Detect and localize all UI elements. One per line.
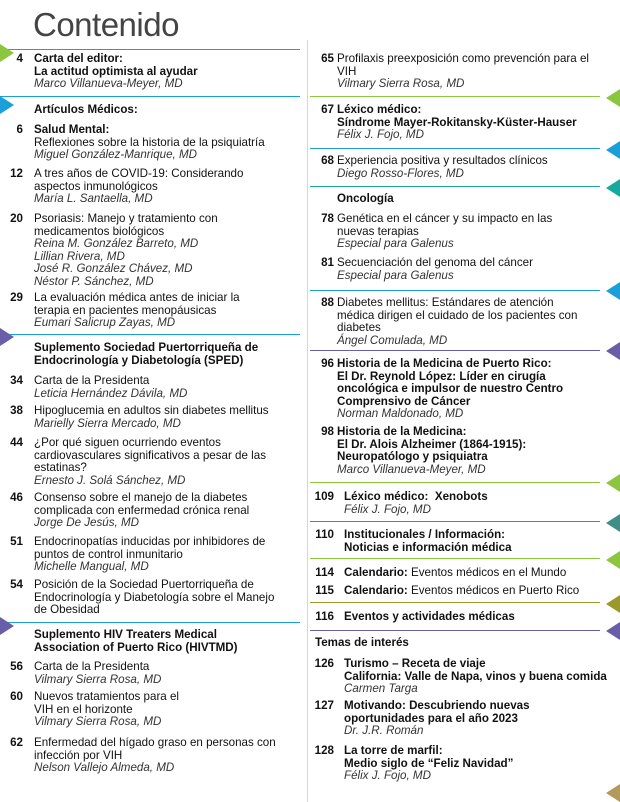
page-number: 116 xyxy=(315,610,334,623)
entry-title-bold: Historia de la Medicina de Puerto Rico: xyxy=(337,357,552,370)
entry-title: Psoriasis: Manejo y tratamiento con medicamentos biológicos xyxy=(34,212,218,238)
page-number: 51 xyxy=(10,535,23,548)
page-number: 20 xyxy=(10,212,23,225)
entry-title: Secuenciación del genoma del cáncer xyxy=(337,256,533,269)
page-number: 127 xyxy=(314,699,334,712)
section-heading: Temas de interés xyxy=(315,636,409,649)
green-marker xyxy=(606,474,620,492)
page-number: 29 xyxy=(10,291,23,304)
page-number: 54 xyxy=(10,578,23,591)
entry-title: A tres años de COVID-19: Considerando aspectos inmunológicos xyxy=(34,167,244,193)
entry-title-bold: Léxico médico: xyxy=(337,103,422,116)
entry-author: Norman Maldonado, MD xyxy=(337,407,464,421)
entry-author: María L. Santaella, MD xyxy=(34,192,153,206)
page-number: 60 xyxy=(10,690,23,703)
entry-author: Especial para Galenus xyxy=(337,237,454,251)
purple-marker xyxy=(606,622,620,640)
entry-author: Félix J. Fojo, MD xyxy=(344,502,431,516)
entry-author: Carmen Targa xyxy=(344,682,418,696)
divider xyxy=(310,350,600,351)
page-number: 68 xyxy=(321,154,334,167)
entry-title-bold: Turismo – Receta de viaje xyxy=(344,657,486,670)
entry-title-bold: Salud Mental: xyxy=(34,123,110,136)
entry-author: José R. González Chávez, MD xyxy=(34,262,193,276)
page-number: 96 xyxy=(321,357,334,370)
page-number: 128 xyxy=(314,744,334,757)
entry-title: El Dr. Reynold López: Líder en cirugía oncológica e impulsor de nuestro Centro Comprensivo de Cáncer xyxy=(337,369,564,408)
entry-author: Marco Villanueva-Meyer, MD xyxy=(34,77,183,91)
page-title: Contenido xyxy=(33,6,179,43)
entry-title: Consenso sobre el manejo de la diabetes complicada con enfermedad crónica renal xyxy=(34,491,250,517)
page-number: 44 xyxy=(10,436,23,449)
entry-title: La actitud optimista al ayudar xyxy=(34,64,198,78)
page-number: 12 xyxy=(10,167,23,180)
divider xyxy=(0,96,300,97)
page-number: 67 xyxy=(321,103,334,116)
entry-title-bold: Institucionales / Información: xyxy=(344,528,506,541)
entry-author: Especial para Galenus xyxy=(337,268,454,282)
entry-author: Dr. J.R. Román xyxy=(344,724,424,738)
divider xyxy=(310,96,600,97)
entry-author: Ángel Comulada, MD xyxy=(337,333,448,347)
entry-author: Ernesto J. Solá Sánchez, MD xyxy=(34,473,186,487)
page-number: 78 xyxy=(321,212,334,225)
page-number: 81 xyxy=(321,256,334,269)
entry-title: Experiencia positiva y resultados clínicos xyxy=(337,154,548,167)
entry-title-bold: Carta del editor: xyxy=(34,52,123,65)
entry-author: Eumari Salicrup Zayas, MD xyxy=(34,316,176,330)
page-number: 114 xyxy=(315,566,334,579)
entry-author: Marco Villanueva-Meyer, MD xyxy=(337,462,486,476)
divider xyxy=(310,186,600,187)
entry-title-bold: Léxico médico: xyxy=(344,490,429,503)
blue-marker xyxy=(606,282,620,300)
page-number: 6 xyxy=(16,123,23,136)
khaki-marker xyxy=(606,784,620,802)
entry-title-bold: Historia de la Medicina: xyxy=(337,425,467,438)
entry-author: Marielly Sierra Mercado, MD xyxy=(34,416,181,430)
page-number: 98 xyxy=(321,425,334,438)
divider xyxy=(310,602,600,603)
divider xyxy=(0,49,300,50)
page-number: 38 xyxy=(10,404,23,417)
entry-title-bold: Motivando: xyxy=(344,699,406,712)
entry-author: Nelson Vallejo Almeda, MD xyxy=(34,761,175,775)
entry-title: Posición de la Sociedad Puertorriqueña de Endocrinología y Diabetología sobre el Manejo de Obesidad xyxy=(34,578,275,617)
entry-author: Félix J. Fojo, MD xyxy=(337,128,424,142)
divider xyxy=(310,290,600,291)
entry-title: Genética en el cáncer y su impacto en las nuevas terapias xyxy=(337,212,553,238)
entry-title: Descubriendo nuevas oportunidades para el año 2023 xyxy=(344,699,530,725)
divider xyxy=(0,622,300,623)
entry-title-bold: Calendario: xyxy=(344,566,408,579)
entry-title: Reflexiones sobre la historia de la psiquiatría xyxy=(34,135,265,149)
entry-title: Enfermedad del hígado graso en personas con infección por VIH xyxy=(34,736,276,762)
entry-author: Miguel González-Manrique, MD xyxy=(34,148,198,162)
page-number: 56 xyxy=(10,660,23,673)
entry-title: El Dr. Alois Alzheimer (1864-1915): Neuropatólogo y psiquiatra xyxy=(337,437,527,464)
purple-marker xyxy=(606,342,620,360)
entry-author: Néstor P. Sánchez, MD xyxy=(34,274,154,288)
page-number: 115 xyxy=(315,584,334,597)
entry-title-bold: Eventos y actividades médicas xyxy=(344,610,515,623)
entry-title: Nuevos tratamientos para el VIH en el horizonte xyxy=(34,690,179,716)
page-number: 62 xyxy=(10,736,23,749)
entry-title: Carta de la Presidenta xyxy=(34,660,150,673)
entry-title: Síndrome Mayer-Rokitansky-Küster-Hauser xyxy=(337,115,577,129)
entry-title: ¿Por qué siguen ocurriendo eventos cardiovasculares significativos a pesar de las estatinas? xyxy=(34,436,266,475)
page-number: 109 xyxy=(314,490,334,503)
page-number: 65 xyxy=(321,52,334,65)
section-heading: Suplemento Sociedad Puertorriqueña de Endocrinología y Diabetología (SPED) xyxy=(34,341,259,367)
entry-title: Endocrinopatías inducidas por inhibidores de puntos de control inmunitario xyxy=(34,535,266,561)
divider xyxy=(0,334,300,335)
page-number: 88 xyxy=(321,296,334,309)
purple-marker xyxy=(0,617,14,635)
page-number: 4 xyxy=(16,52,23,65)
entry-author: Reina M. González Barreto, MD xyxy=(34,237,199,251)
divider xyxy=(310,482,600,483)
page-number: 34 xyxy=(10,374,23,387)
entry-title: Carta de la Presidenta xyxy=(34,374,150,387)
page-number: 110 xyxy=(315,528,334,541)
entry-title: Hipoglucemia en adultos sin diabetes mellitus xyxy=(34,404,269,417)
entry-author: Leticia Hernández Dávila, MD xyxy=(34,386,188,400)
entry-author: Jorge De Jesús, MD xyxy=(34,516,140,530)
page-number: 126 xyxy=(314,657,334,670)
entry-title: Xenobots xyxy=(434,490,488,503)
entry-title: California: Valle de Napa, vinos y buena comida xyxy=(344,669,607,683)
entry-title: Profilaxis preexposición como prevención para el VIH xyxy=(337,52,589,78)
entry-author: Vilmary Sierra Rosa, MD xyxy=(337,77,465,91)
divider xyxy=(310,558,600,559)
column-divider xyxy=(307,40,308,802)
entry-title: Eventos médicos en el Mundo xyxy=(411,566,567,579)
entry-author: Vilmary Sierra Rosa, MD xyxy=(34,715,162,729)
entry-title-bold: La torre de marfil: xyxy=(344,744,443,757)
divider xyxy=(310,148,600,149)
divider xyxy=(310,630,600,631)
entry-title: La evaluación médica antes de iniciar la terapia en pacientes menopáusicas xyxy=(34,291,240,317)
entry-title: Eventos médicos en Puerto Rico xyxy=(411,584,580,597)
entry-title: Noticias e información médica xyxy=(344,540,512,554)
entry-author: Michelle Mangual, MD xyxy=(34,560,149,574)
entry-title: Medio siglo de “Feliz Navidad” xyxy=(344,756,514,770)
purple-marker xyxy=(0,328,14,346)
blue-marker xyxy=(0,96,14,114)
entry-title-bold: Calendario: xyxy=(344,584,408,597)
entry-author: Lillian Rivera, MD xyxy=(34,249,125,263)
section-heading: Suplemento HIV Treaters Medical Association of Puerto Rico (HIVTMD) xyxy=(34,628,238,654)
page-number: 46 xyxy=(10,491,23,504)
entry-author: Félix J. Fojo, MD xyxy=(344,769,431,783)
divider xyxy=(310,521,600,522)
teal-marker xyxy=(606,179,620,197)
section-heading: Artículos Médicos: xyxy=(34,103,138,116)
entry-title: Diabetes mellitus: Estándares de atención médica dirigen el cuidado de los pacientes con diabetes xyxy=(337,296,578,335)
entry-author: Diego Rosso-Flores, MD xyxy=(337,166,464,180)
section-heading: Oncología xyxy=(337,192,394,205)
entry-author: Vilmary Sierra Rosa, MD xyxy=(34,672,162,686)
